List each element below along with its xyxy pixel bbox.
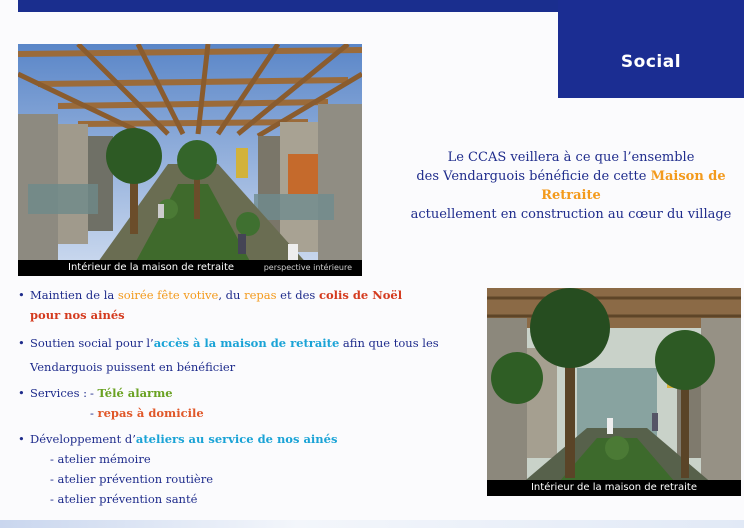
text: Développement d’ xyxy=(30,432,136,446)
photo1-caption-bar xyxy=(18,260,362,276)
intro-line-2 xyxy=(400,167,742,205)
photo2-caption-bar xyxy=(487,480,741,496)
intro-highlight: Maison de Retraite xyxy=(541,169,726,203)
bullet-icon: • xyxy=(18,288,25,302)
text: Services : xyxy=(30,386,88,400)
photo1-caption-right: perspective intérieure xyxy=(263,263,352,272)
intro-paragraph xyxy=(400,148,742,224)
dash-icon: - xyxy=(50,492,58,506)
intro-line-1: Le CCAS veillera à ce que l’ensemble xyxy=(447,150,695,165)
text-highlight: colis de Noël xyxy=(319,288,403,302)
text-highlight: repas à domicile xyxy=(97,406,204,420)
text: et des xyxy=(276,288,319,302)
sub-item-routiere xyxy=(50,472,213,486)
photo-interior-1 xyxy=(18,44,362,276)
photo-interior-2 xyxy=(487,288,741,496)
text-highlight: ateliers au service de nos ainés xyxy=(135,432,338,446)
text: atelier prévention santé xyxy=(57,492,198,506)
list-item-votive xyxy=(18,288,402,302)
text: , du xyxy=(218,288,245,302)
sub-item-sante xyxy=(50,492,197,506)
bullet-icon: • xyxy=(18,336,25,350)
text: atelier mémoire xyxy=(57,452,151,466)
text-highlight: soirée fête votive xyxy=(117,288,219,302)
text-highlight: repas xyxy=(244,288,277,302)
list-item-services xyxy=(18,386,87,400)
service-repas-domicile xyxy=(90,406,204,420)
bullet-icon: • xyxy=(18,432,25,446)
dash-icon: - xyxy=(50,452,58,466)
interior-rendering-1 xyxy=(18,44,362,276)
sub-item-memoire xyxy=(50,452,151,466)
text: Soutien social pour l’ xyxy=(30,336,154,350)
text: afin que tous les xyxy=(339,336,439,350)
intro-line-2a: des Vendarguois bénéficie de cette xyxy=(416,169,651,184)
text-highlight: Télé alarme xyxy=(97,386,173,400)
section-band xyxy=(558,0,744,98)
dash-icon: - xyxy=(90,386,98,400)
dash-icon: - xyxy=(90,406,98,420)
bullet-icon: • xyxy=(18,386,25,400)
list-item-soutien xyxy=(18,336,439,350)
photo1-caption: Intérieur de la maison de retraite xyxy=(68,262,235,273)
list-item-ateliers xyxy=(18,432,337,446)
interior-rendering-2 xyxy=(487,288,741,496)
text: atelier prévention routière xyxy=(57,472,214,486)
text-highlight: pour nos ainés xyxy=(30,308,125,322)
list-item-votive-cont xyxy=(30,308,125,322)
section-title: Social xyxy=(620,52,682,72)
text-highlight: accès à la maison de retraite xyxy=(153,336,340,350)
intro-line-3: actuellement en construction au cœur du village xyxy=(410,207,732,222)
list-item-soutien-cont: Vendarguois puissent en bénéficier xyxy=(30,360,236,374)
dash-icon: - xyxy=(50,472,58,486)
service-tele-alarme xyxy=(90,386,173,400)
bottom-decoration xyxy=(0,520,744,528)
photo2-caption: Intérieur de la maison de retraite xyxy=(530,482,698,493)
text: Maintien de la xyxy=(30,288,118,302)
